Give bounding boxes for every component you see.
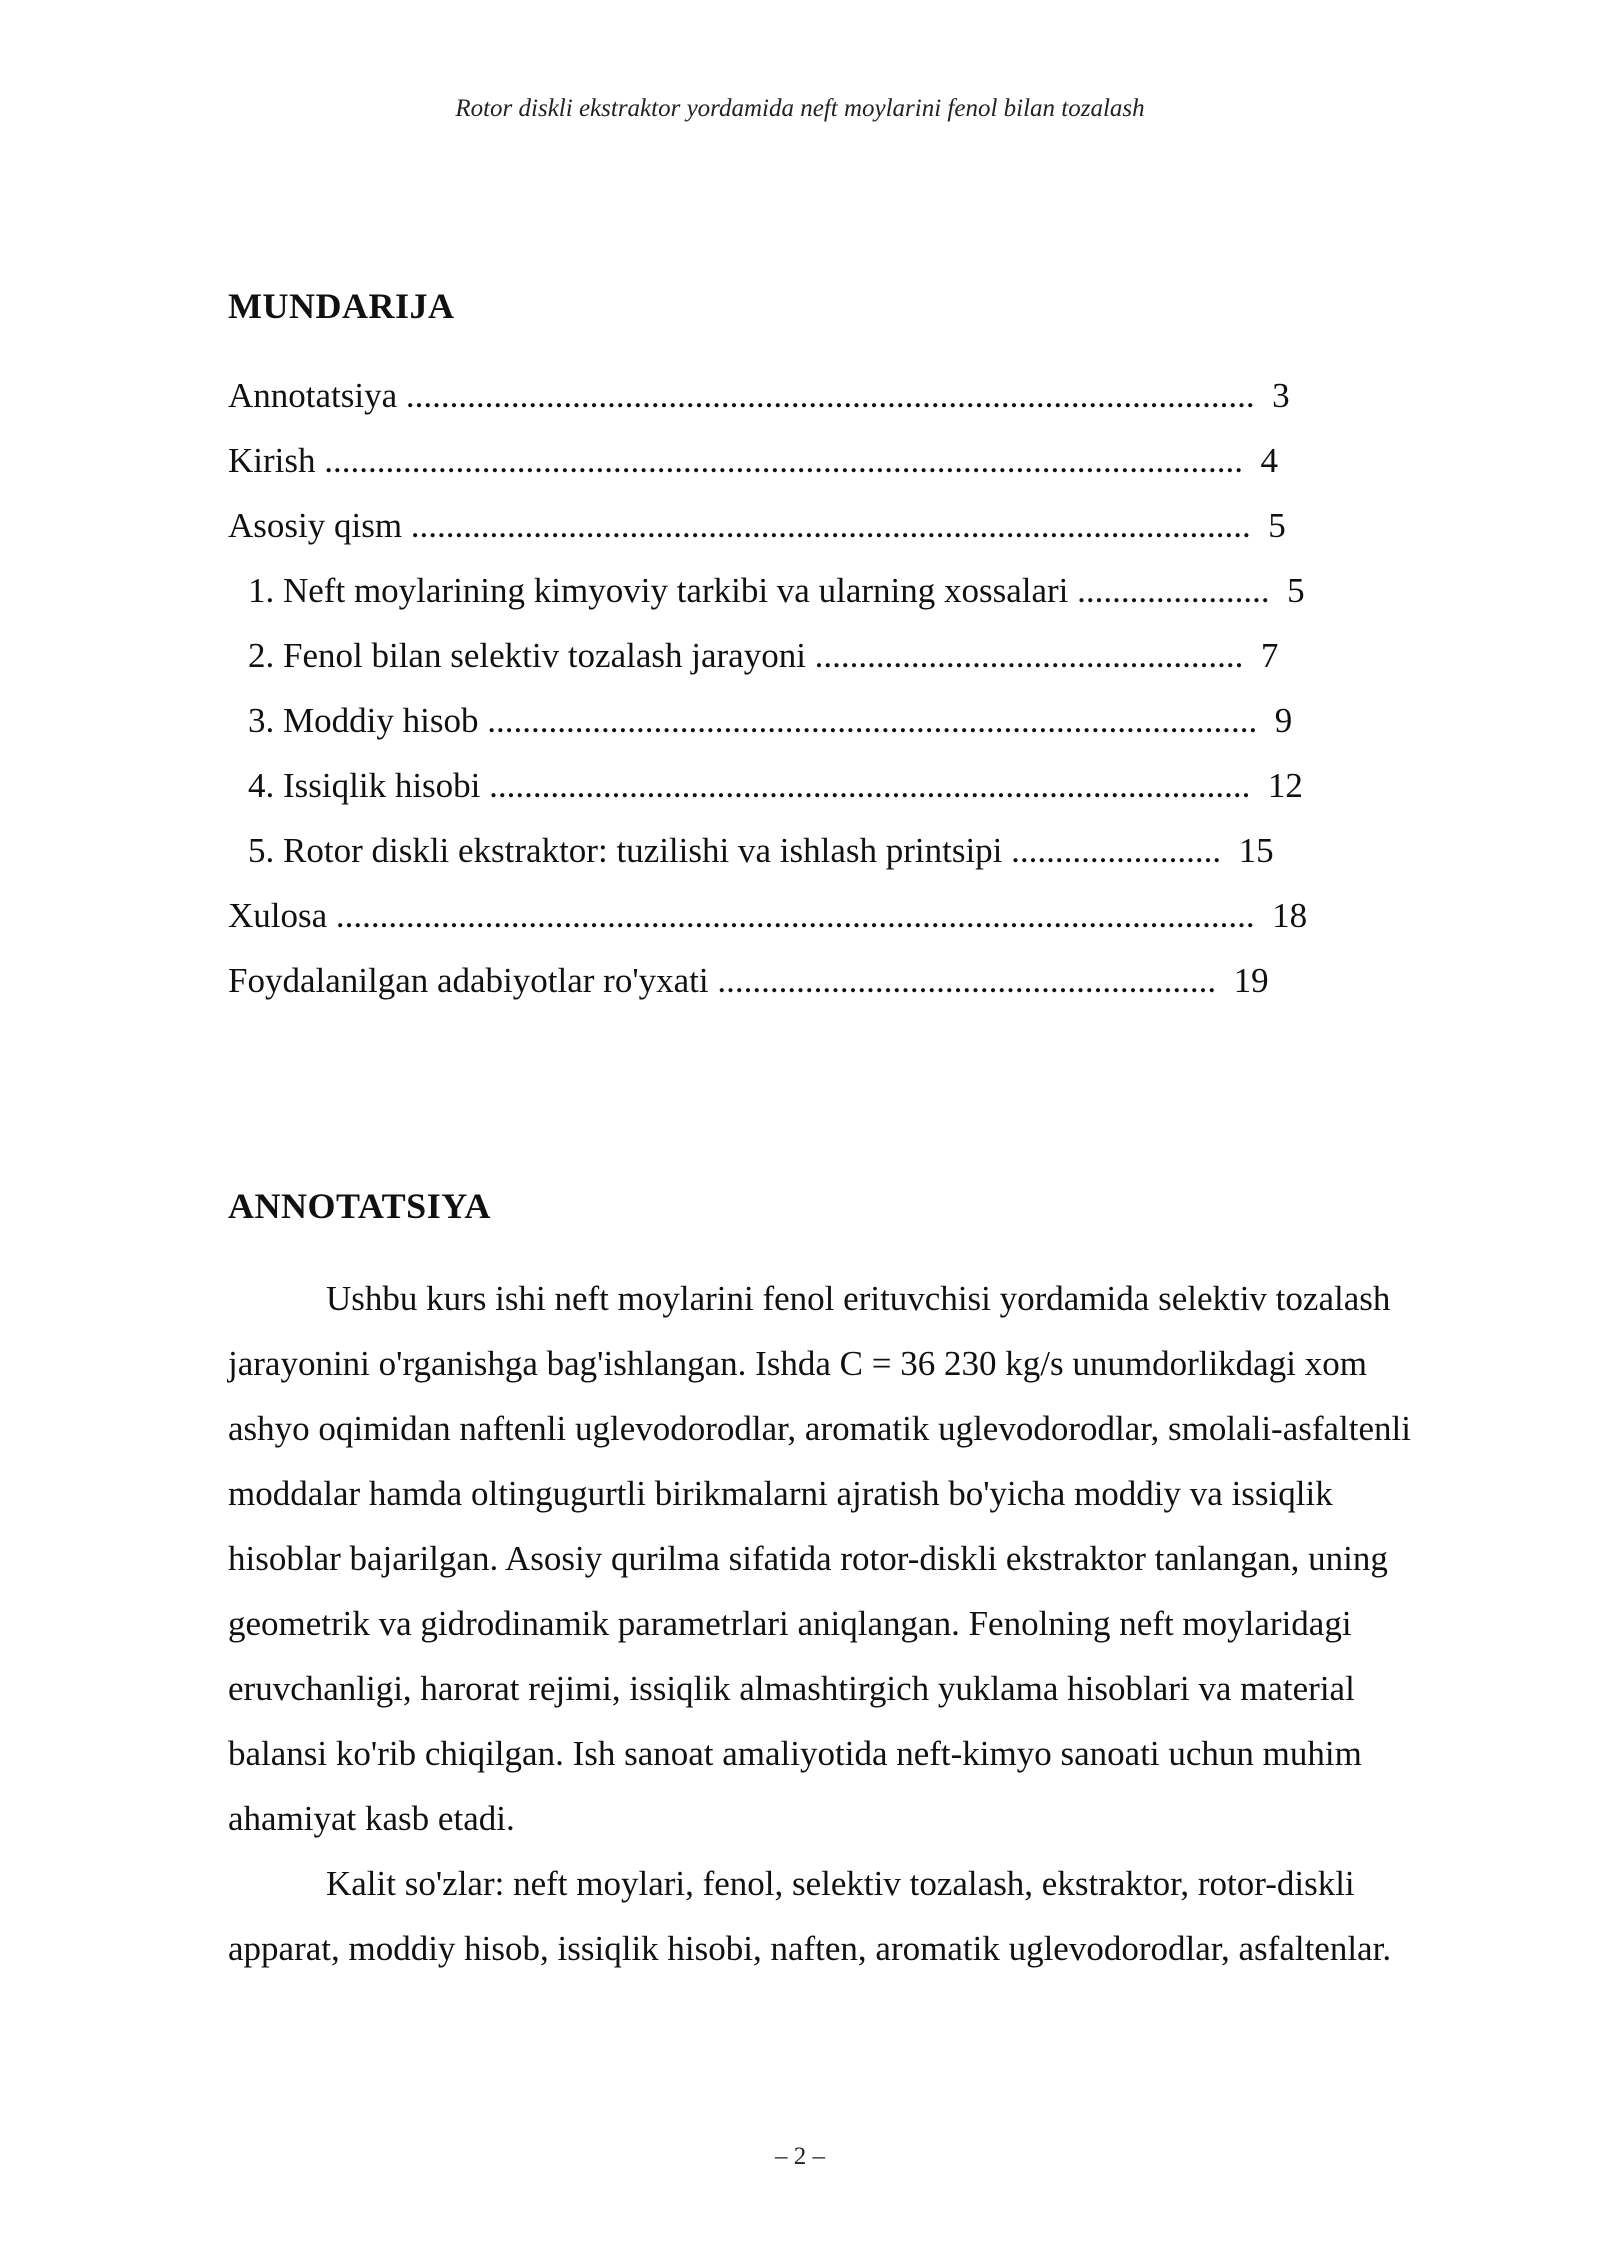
toc-entry-annotatsiya[interactable]: Annotatsiya ................................................................................................. 3 — [228, 376, 1290, 415]
annotation-paragraph-text: Ushbu kurs ishi neft moylarini fenol erituvchisi yordamida selektiv tozalash jarayonini o'rganishga bag'ishlangan. Ishda C = 36 230 kg/s unumdorlikdagi xom ashyo oqimidan naftenli uglevodorodlar, aromatik uglevodorodlar, smolali-asfaltenli moddalar hamda oltingugurtli birikmalarni ajratish bo'yicha moddiy va issiqlik hisoblar bajarilgan. Asosiy qurilma sifatida rotor-diskli ekstraktor tanlangan, uning geometrik va gidrodinamik parametrlari aniqlangan. Fenolning neft moylaridagi eruvchanligi, harorat rejimi, issiqlik almashtirgich yuklama hisoblari va material balansi ko'rib chiqilgan. Ish sanoat amaliyotida neft-kimyo sanoati uchun muhim ahamiyat kasb etadi. — [228, 1279, 1411, 1838]
annotation-heading: ANNOTATSIYA — [228, 1186, 491, 1226]
toc-entry-section-3[interactable]: 3. Moddiy hisob ........................................................................................ 9 — [248, 701, 1293, 740]
toc-entry-section-2[interactable]: 2. Fenol bilan selektiv tozalash jarayoni ................................................. 7 — [248, 636, 1279, 675]
keywords-paragraph — [228, 1851, 1438, 1981]
toc-entry-section-4[interactable]: 4. Issiqlik hisobi ....................................................................................... 12 — [248, 766, 1303, 805]
toc-entry-section-1[interactable]: 1. Neft moylarining kimyoviy tarkibi va ularning xossalari ...................... 5 — [248, 571, 1305, 610]
toc-entry-asosiy-qism[interactable]: Asosiy qism ................................................................................................ 5 — [228, 506, 1286, 545]
annotation-paragraph — [228, 1266, 1438, 1851]
running-header: Rotor diskli ekstraktor yordamida neft moylarini fenol bilan tozalash — [455, 95, 1145, 122]
page-number: – 2 – — [775, 2143, 825, 2170]
toc-entry-kirish[interactable]: Kirish ......................................................................................................... 4 — [228, 441, 1278, 480]
toc-heading: MUNDARIJA — [228, 286, 455, 326]
toc-entry-section-5[interactable]: 5. Rotor diskli ekstraktor: tuzilishi va ishlash printsipi ........................ 15 — [248, 831, 1274, 870]
toc-entry-adabiyotlar[interactable]: Foydalanilgan adabiyotlar ro'yxati ......................................................... 19 — [228, 961, 1269, 1000]
keywords-paragraph-text: Kalit so'zlar: neft moylari, fenol, selektiv tozalash, ekstraktor, rotor-diskli apparat, moddiy hisob, issiqlik hisobi, naften, aromatik uglevodorodlar, asfaltenlar. — [228, 1864, 1392, 1968]
toc-entry-xulosa[interactable]: Xulosa ......................................................................................................... 18 — [228, 896, 1308, 935]
